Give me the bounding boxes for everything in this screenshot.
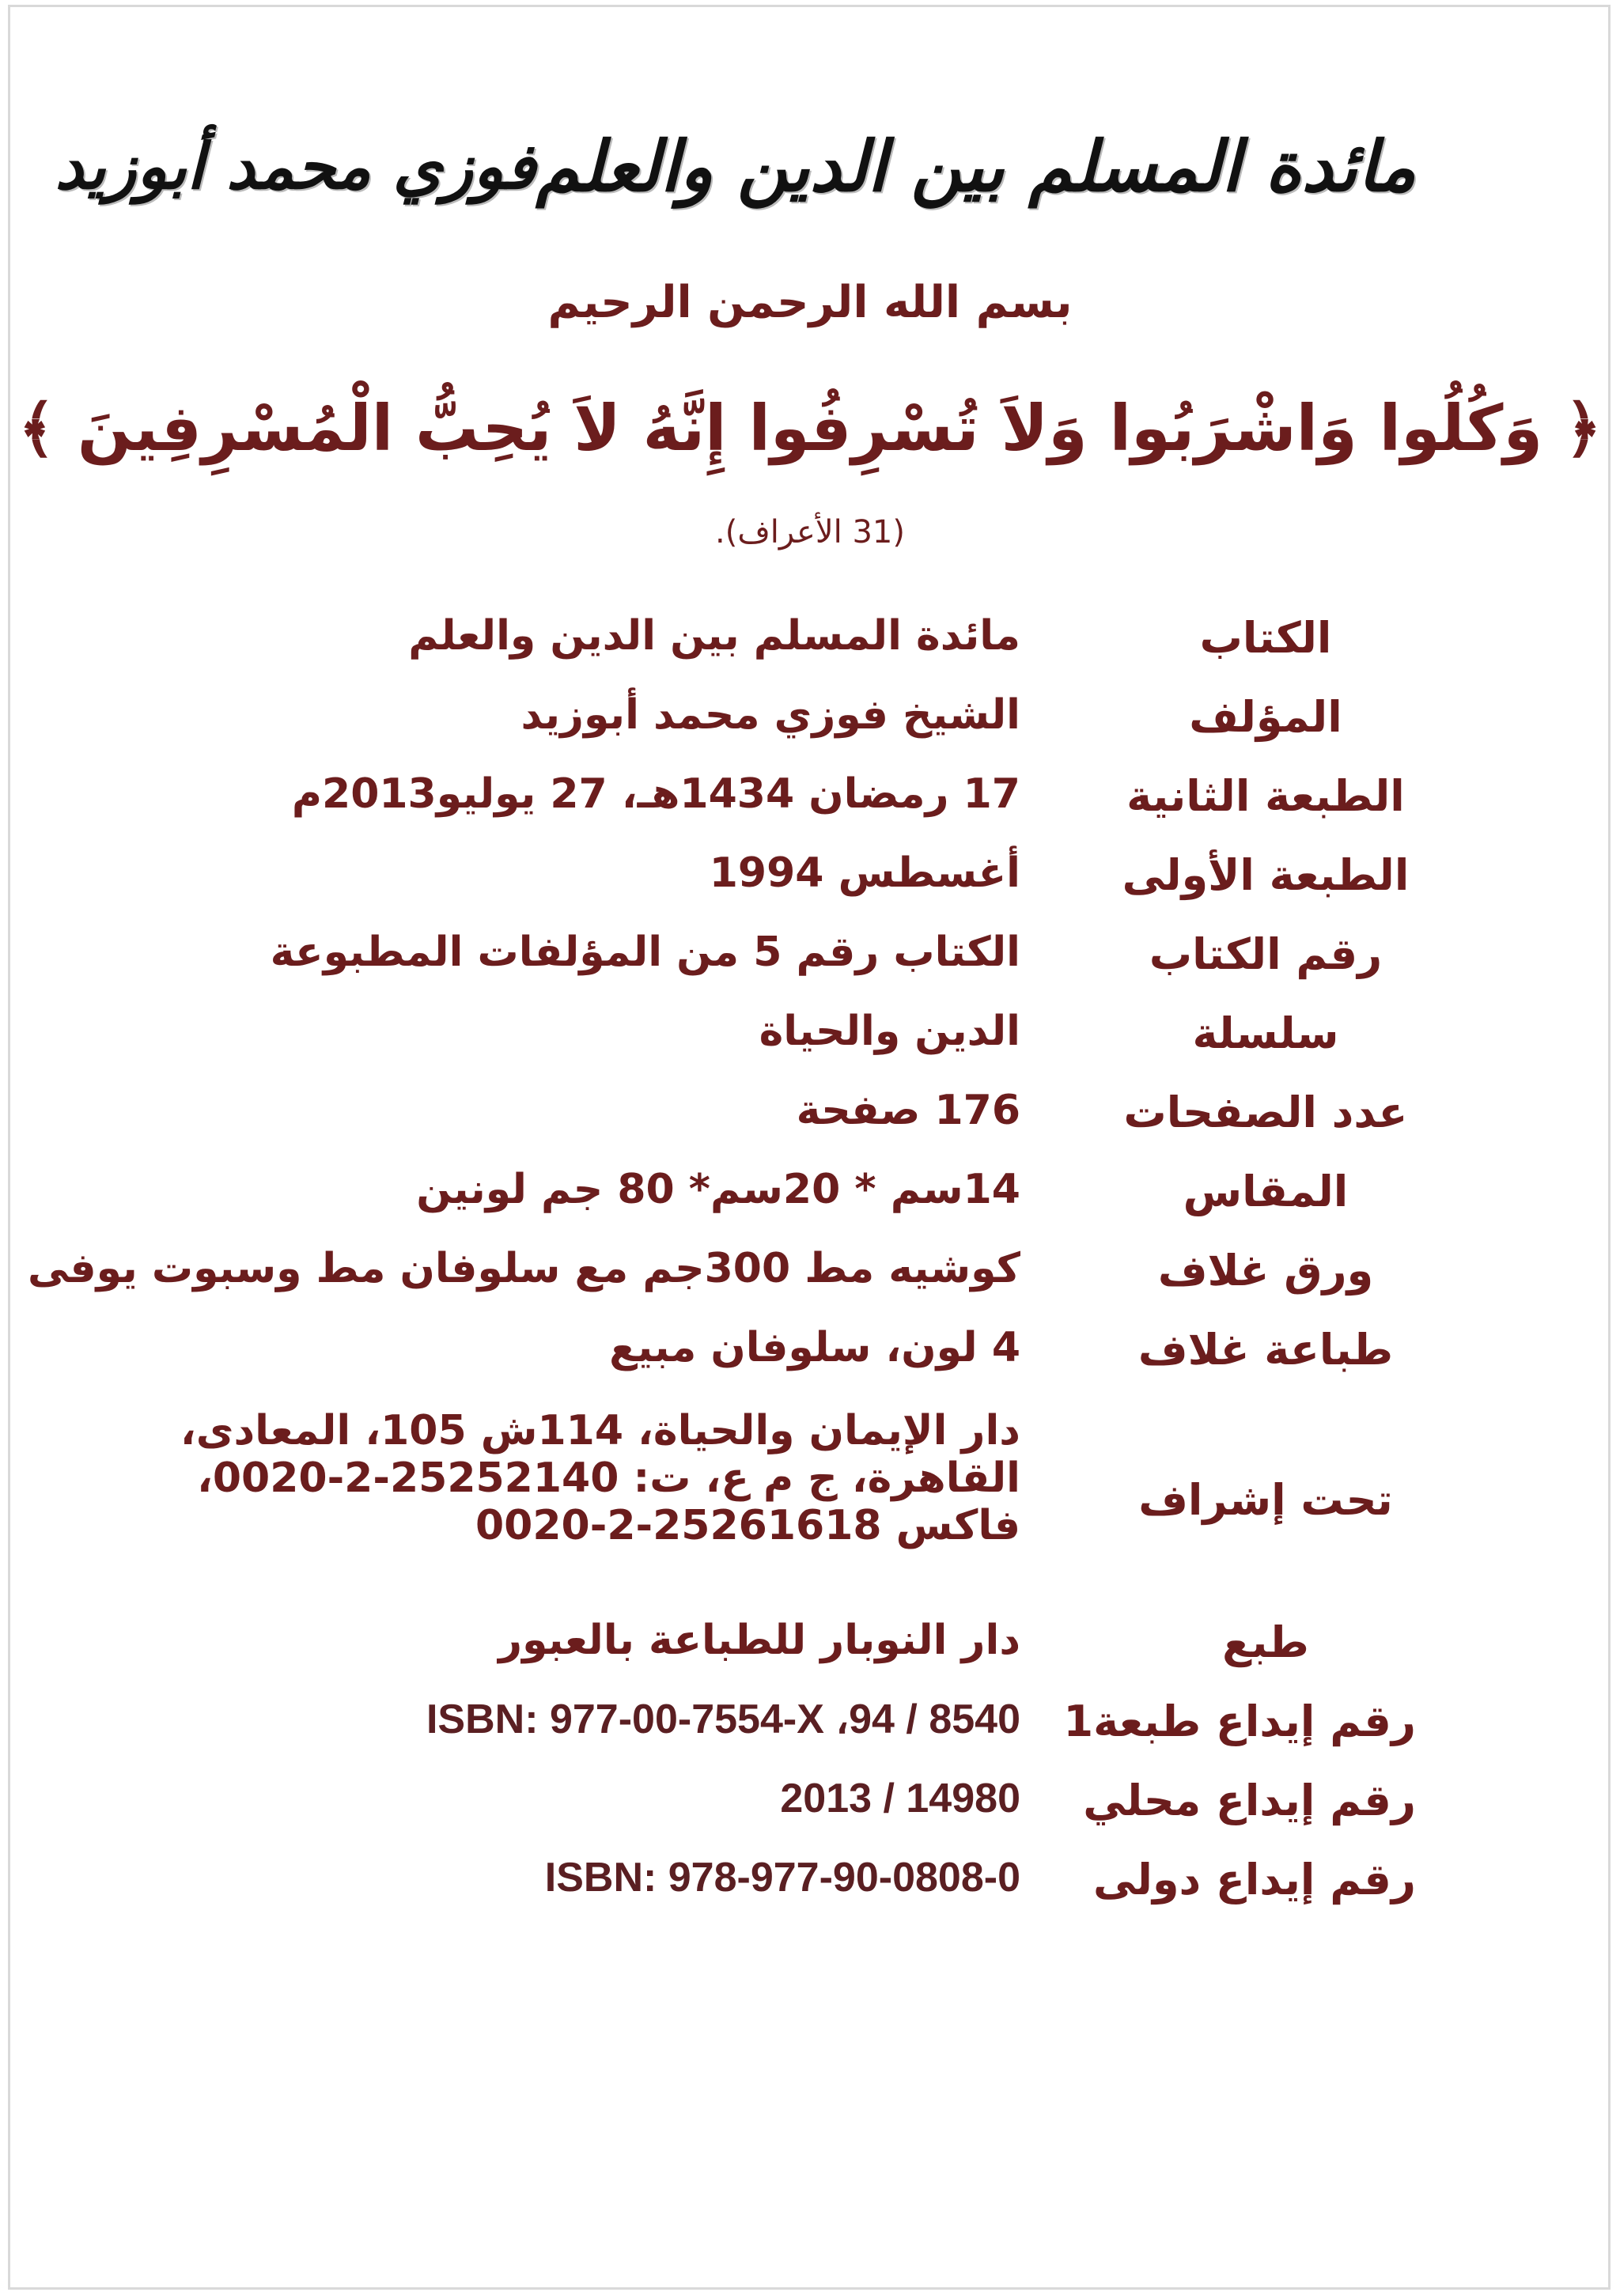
info-value: الكتاب رقم 5 من المؤلفات المطبوعة <box>270 929 1020 976</box>
info-value: 14سم * 20سم* 80 جم لونين <box>416 1166 1020 1213</box>
info-value: الدين والحياة <box>759 1008 1020 1055</box>
info-label: تحت إشراف <box>1138 1475 1393 1525</box>
address-line: دار الإيمان والحياة، 114ش 105، المعادى، <box>180 1407 1020 1454</box>
info-label: ورق غلاف <box>1157 1246 1374 1296</box>
info-value: دار النوبار للطباعة بالعبور <box>498 1617 1020 1664</box>
basmala: بسم الله الرحمن الرحيم <box>547 277 1073 328</box>
info-label: رقم إيداع طبعة1 <box>1063 1696 1416 1746</box>
info-value-multiline <box>180 1407 1020 1549</box>
quran-verse: ﴿ وَكُلُوا وَاشْرَبُوا وَلاَ تُسْرِفُوا إِنَّهُ لاَ يُحِبُّ الْمُسْرِفِينَ ﴾ <box>18 391 1602 465</box>
info-label: الكتاب <box>1199 613 1332 663</box>
info-label: طباعة غلاف <box>1137 1325 1394 1375</box>
info-label: عدد الصفحات <box>1123 1087 1408 1137</box>
info-value: 17 رمضان 1434هـ، 27 يوليو2013م <box>291 770 1020 818</box>
info-value: 14980 / 2013 <box>780 1776 1020 1821</box>
author-calligraphy: فوزي محمد أبوزيد <box>55 129 536 203</box>
info-value: 4 لون، سلوفان مبيع <box>609 1324 1020 1371</box>
page-header <box>55 111 1416 221</box>
info-value: أغسطس 1994 <box>709 849 1020 897</box>
info-value: كوشيه مط 300جم مع سلوفان مط وسبوت يوفى <box>28 1245 1020 1292</box>
page-frame <box>8 5 1611 2290</box>
info-value: 8540 / 94، ISBN: 977-00-7554-X <box>426 1696 1020 1742</box>
info-value: 176 صفحة <box>796 1087 1020 1134</box>
info-label: المقاس <box>1183 1167 1349 1216</box>
info-label: رقم الكتاب <box>1149 929 1383 979</box>
info-label: سلسلة <box>1192 1008 1339 1058</box>
phone-line: القاهرة، ج م ع، ت: 25252140-2-0020، <box>197 1454 1020 1502</box>
info-value: مائدة المسلم بين الدين والعلم <box>408 612 1020 660</box>
info-label: الطبعة الثانية <box>1126 771 1405 821</box>
verse-reference: (31 الأعراف). <box>715 514 905 550</box>
info-label: رقم إيداع محلي <box>1083 1776 1416 1825</box>
book-title-calligraphy: مائدة المسلم بين الدين والعلم <box>536 125 1416 207</box>
info-label: رقم إيداع دولى <box>1093 1855 1416 1905</box>
fax-line: فاكس 25261618-2-0020 <box>475 1501 1020 1549</box>
info-label: طبع <box>1222 1617 1309 1667</box>
info-label: الطبعة الأولى <box>1122 850 1410 900</box>
info-label: المؤلف <box>1189 692 1342 742</box>
info-value: الشيخ فوزي محمد أبوزيد <box>520 691 1020 739</box>
info-value: ISBN: 978-977-90-0808-0 <box>544 1855 1020 1901</box>
